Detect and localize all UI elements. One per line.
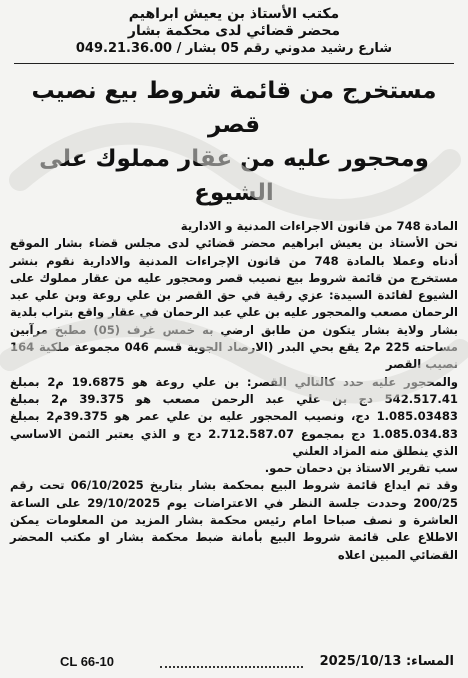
- body-paragraph-shares: والمحجور عليه حدد كالتالي القصر: بن علي روعة هو 19.6875 م2 بمبلغ 542.517.41 دج بن علي عبد الرحمن مصعب هو 39.375 م2 بمبلغ 1.085.03483 دج، ونصيب المحجور عليه بن علي عمر هو 39.375م2 بمبلغ 1.085.034.83 دج بمجموع 2.712.587.07 دج و الذي يعتبر الثمن الاساسي الذي ينطلق منه المزاد العلني: [10, 374, 459, 458]
- office-role: محضر قضائي لدى محكمة بشار: [127, 23, 341, 39]
- notice-body: [10, 218, 458, 564]
- office-header: [10, 6, 458, 57]
- legal-reference: المادة 748 من قانون الاجراءات المدنية و الادارية: [180, 219, 458, 233]
- notice-footer: [10, 652, 458, 672]
- footer-dotted-line: [160, 666, 303, 668]
- publication-date: المساء: 2025/10/13: [319, 654, 454, 669]
- office-name: مكتب الأستاذ بن يعيش ابراهيم: [128, 6, 340, 22]
- header-divider: [14, 63, 454, 64]
- reference-code: CL 66-10: [60, 654, 114, 669]
- body-paragraph-deposit: وقد تم ايداع قائمة شروط البيع بمحكمة بشار بتاريخ 06/10/2025 تحت رقم 200/25 وحددت جلسة النظر في الاعتراضات يوم 29/10/2025 على الساعة العاشرة و نصف صباحا امام رئيس محكمة بشار المزيد من المعلومات يمكن الاطلاع على قائمة شروط البيع بأمانة ضبط محكمة بشار او مكتب المحضر القضائي المبين اعلاه: [10, 478, 458, 562]
- office-address: شارع رشيد مدوني رقم 05 بشار / 049.21.36.00: [75, 41, 393, 56]
- body-paragraph-intro: نحن الأستاذ بن يعيش ابراهيم محضر قضائي لدى مجلس قضاء بشار الموقع أدناه وعملا بالمادة 748 من قانون الإجراءات المدنية والادارية نقوم بنشر مستخرج من قائمة شروط بيع نصيب قصر ومحجور عليه من عقار مملوك على الشيوع لفائدة السيدة: عزي رقية في حق القصر بن علي روعة وبن علي عبد الرحمان مصعب والمحجور عليه بن علي عبد الرحمان في عقار واقع بتراب بلدية بشار ولاية بشار يتكون من طابق ارضي به خمس غرف (05) مطبخ مرآبين مساحته 225 م2 يقع بحي البدر (الارصاد الجوية قسم 046 مجموعة ملكية 164 نصيب القصر: [10, 236, 458, 372]
- notice-title: [10, 74, 458, 210]
- notice-title-line-2: ومحجور عليه من عقار مملوك على الشيوع: [39, 146, 429, 206]
- body-paragraph-report: سب تقرير الاستاذ بن دحمان حمو.: [264, 461, 458, 476]
- notice-title-line-1: مستخرج من قائمة شروط بيع نصيب قصر: [31, 78, 437, 138]
